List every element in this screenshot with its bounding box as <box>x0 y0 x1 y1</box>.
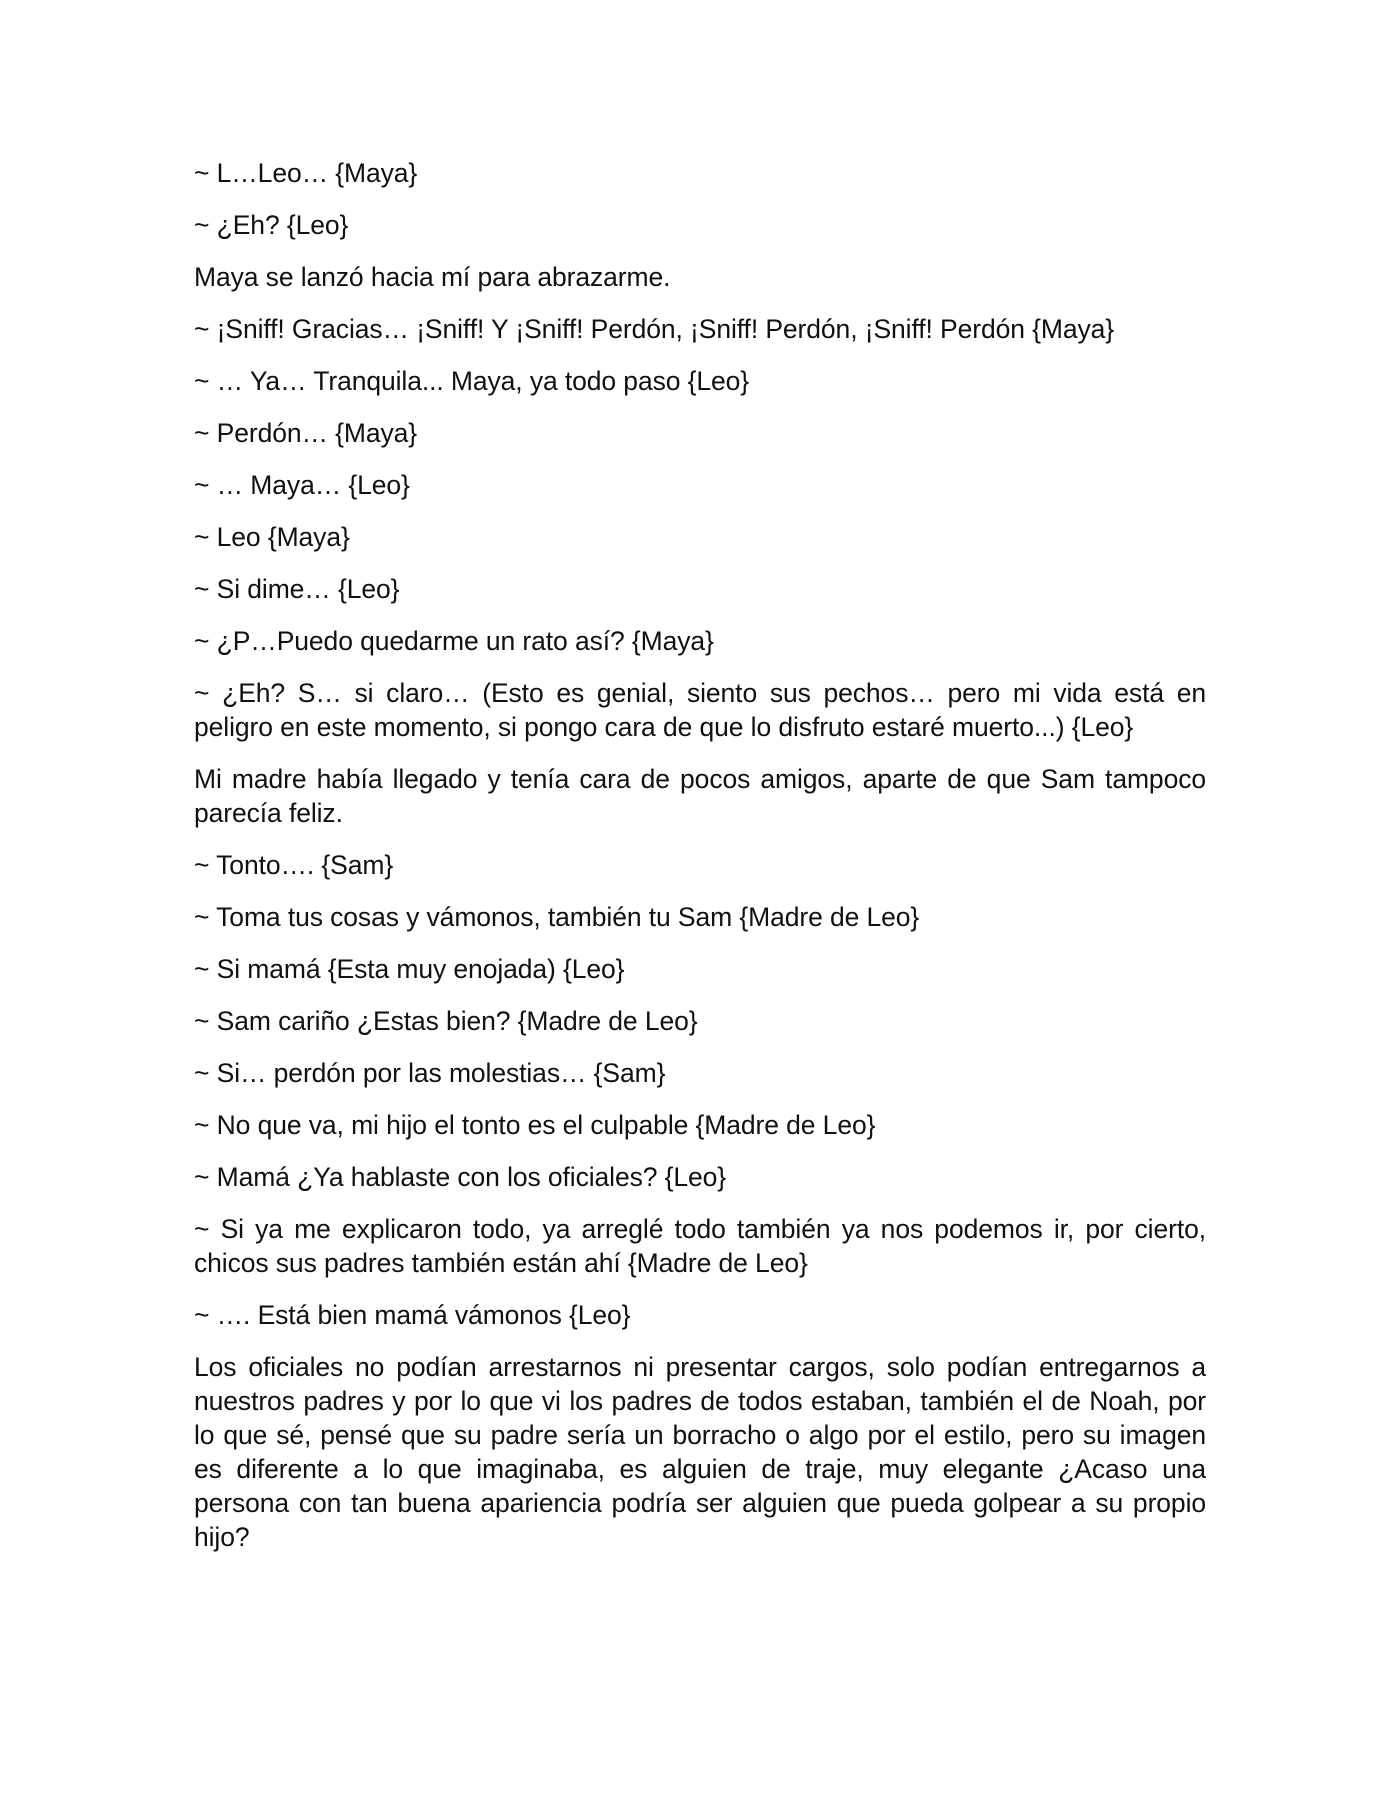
paragraph-4: ~ ¡Sniff! Gracias… ¡Sniff! Y ¡Sniff! Perdón, ¡Sniff! Perdón, ¡Sniff! Perdón {Maya} <box>194 314 1115 344</box>
paragraph-7: ~ … Maya… {Leo} <box>194 470 410 500</box>
paragraph-12: Mi madre había llegado y tenía cara de pocos amigos, aparte de que Sam tampoco parecía feliz. <box>194 764 1206 828</box>
paragraph-10: ~ ¿P…Puedo quedarme un rato así? {Maya} <box>194 626 714 656</box>
paragraph-5: ~ … Ya… Tranquila... Maya, ya todo paso {Leo} <box>194 366 750 396</box>
paragraph-14: ~ Toma tus cosas y vámonos, también tu Sam {Madre de Leo} <box>194 902 920 932</box>
paragraph-19: ~ Mamá ¿Ya hablaste con los oficiales? {Leo} <box>194 1162 727 1192</box>
paragraph-13: ~ Tonto…. {Sam} <box>194 850 394 880</box>
paragraph-6: ~ Perdón… {Maya} <box>194 418 418 448</box>
paragraph-8: ~ Leo {Maya} <box>194 522 350 552</box>
paragraph-9: ~ Si dime… {Leo} <box>194 574 400 604</box>
paragraph-15: ~ Si mamá {Esta muy enojada) {Leo} <box>194 954 625 984</box>
paragraph-17: ~ Si… perdón por las molestias… {Sam} <box>194 1058 666 1088</box>
paragraph-22: Los oficiales no podían arrestarnos ni presentar cargos, solo podían entregarnos a nuestros padres y por lo que vi los padres de todos estaban, también el de Noah, por lo que sé, pensé que su padre sería un borracho o algo por el estilo, pero su imagen es diferente a lo que imaginaba, es alguien de traje, muy elegante ¿Acaso una persona con tan buena apariencia podría ser alguien que pueda golpear a su propio hijo? <box>194 1352 1206 1552</box>
paragraph-21: ~ …. Está bien mamá vámonos {Leo} <box>194 1300 631 1330</box>
paragraph-20: ~ Si ya me explicaron todo, ya arreglé todo también ya nos podemos ir, por cierto, chicos sus padres también están ahí {Madre de Leo} <box>194 1214 1206 1278</box>
paragraph-1: ~ L…Leo… {Maya} <box>194 158 418 188</box>
paragraph-11: ~ ¿Eh? S… si claro… (Esto es genial, siento sus pechos… pero mi vida está en peligro en este momento, si pongo cara de que lo disfruto estaré muerto...) {Leo} <box>194 678 1206 742</box>
document-page <box>194 156 1206 1572</box>
paragraph-16: ~ Sam cariño ¿Estas bien? {Madre de Leo} <box>194 1006 698 1036</box>
paragraph-3: Maya se lanzó hacia mí para abrazarme. <box>194 262 671 292</box>
paragraph-2: ~ ¿Eh? {Leo} <box>194 210 349 240</box>
paragraph-18: ~ No que va, mi hijo el tonto es el culpable {Madre de Leo} <box>194 1110 876 1140</box>
